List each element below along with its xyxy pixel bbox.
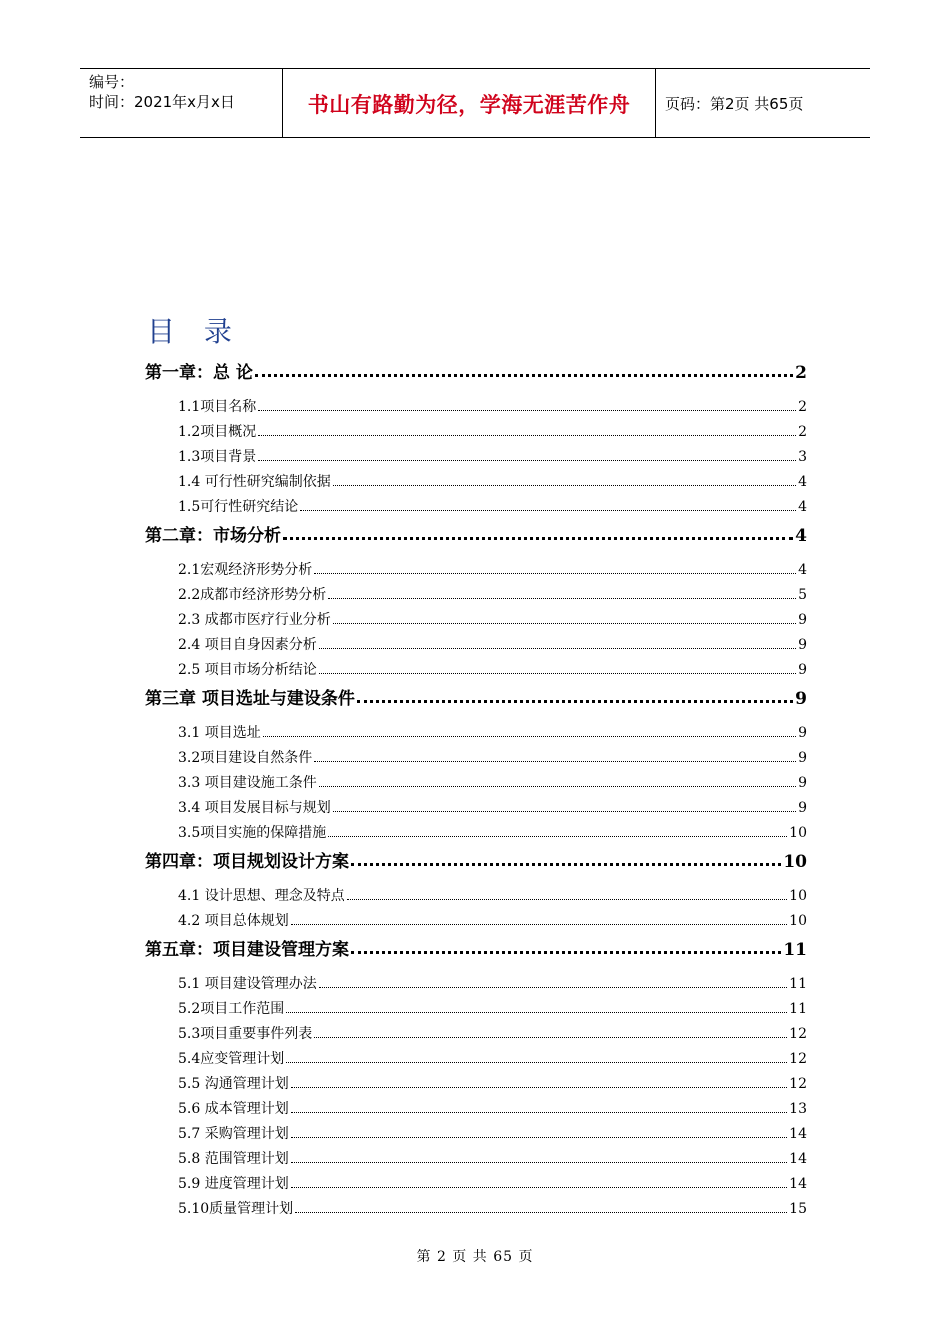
toc-section-entry[interactable] — [178, 1123, 807, 1143]
toc-dot-leader — [314, 761, 796, 762]
document-date-label: 时间：2021年x月x日 — [89, 93, 235, 111]
toc-chapter-entry[interactable] — [145, 358, 807, 383]
toc-entry-page-number: 9 — [798, 800, 807, 816]
toc-section-entry[interactable] — [178, 1098, 807, 1118]
toc-entry-label: 4.2 项目总体规划 — [178, 913, 289, 929]
toc-chapter-entry[interactable] — [145, 847, 807, 872]
toc-section-entry[interactable] — [178, 747, 807, 767]
toc-entry-label: 1.5可行性研究结论 — [178, 499, 299, 515]
toc-dot-leader — [314, 573, 796, 574]
toc-entry-label: 3.1 项目选址 — [178, 725, 261, 741]
toc-section-entry[interactable] — [178, 396, 807, 416]
toc-entry-page-number: 9 — [798, 750, 807, 766]
header-page-info: 页码：第2页 共65页 — [665, 95, 804, 113]
toc-dot-leader — [328, 598, 796, 599]
toc-entry-page-number: 5 — [798, 587, 807, 603]
toc-entry-page-number: 12 — [789, 1026, 807, 1042]
toc-dot-leader — [333, 623, 796, 624]
toc-chapter-entry[interactable] — [145, 935, 807, 960]
toc-entry-label: 2.4 项目自身因素分析 — [178, 637, 317, 653]
toc-dot-leader — [300, 510, 796, 511]
toc-entry-label: 1.3项目背景 — [178, 449, 257, 465]
toc-section-entry[interactable] — [178, 1148, 807, 1168]
toc-entry-label: 第四章：项目规划设计方案 — [145, 852, 349, 872]
toc-dot-leader — [255, 374, 793, 377]
toc-entry-page-number: 4 — [798, 562, 807, 578]
toc-entry-page-number: 11 — [789, 976, 807, 992]
toc-dot-leader — [258, 410, 796, 411]
toc-entry-page-number: 10 — [789, 913, 807, 929]
toc-entry-page-number: 9 — [798, 662, 807, 678]
toc-section-entry[interactable] — [178, 998, 807, 1018]
toc-entry-page-number: 14 — [789, 1176, 807, 1192]
toc-dot-leader — [258, 460, 796, 461]
toc-entry-label: 第一章：总 论 — [145, 363, 253, 383]
toc-entry-label: 5.9 进度管理计划 — [178, 1176, 289, 1192]
toc-entry-page-number: 4 — [798, 474, 807, 490]
toc-entry-label: 5.2项目工作范围 — [178, 1001, 285, 1017]
toc-dot-leader — [319, 987, 787, 988]
toc-section-entry[interactable] — [178, 1198, 807, 1218]
toc-section-entry[interactable] — [178, 797, 807, 817]
toc-entry-page-number: 9 — [798, 775, 807, 791]
toc-entry-page-number: 9 — [798, 612, 807, 628]
toc-entry-page-number: 14 — [789, 1151, 807, 1167]
toc-dot-leader — [283, 537, 793, 540]
toc-entry-page-number: 2 — [795, 363, 807, 383]
toc-entry-page-number: 14 — [789, 1126, 807, 1142]
toc-entry-page-number: 11 — [789, 1001, 807, 1017]
document-number-label: 编号： — [89, 73, 135, 91]
toc-dot-leader — [314, 1037, 787, 1038]
toc-entry-label: 2.3 成都市医疗行业分析 — [178, 612, 331, 628]
toc-entry-page-number: 3 — [798, 449, 807, 465]
toc-section-entry[interactable] — [178, 609, 807, 629]
toc-dot-leader — [351, 951, 781, 954]
toc-entry-label: 3.5项目实施的保障措施 — [178, 825, 327, 841]
toc-dot-leader — [291, 924, 787, 925]
toc-section-entry[interactable] — [178, 584, 807, 604]
toc-dot-leader — [263, 736, 796, 737]
toc-section-entry[interactable] — [178, 1048, 807, 1068]
toc-section-entry[interactable] — [178, 421, 807, 441]
toc-section-entry[interactable] — [178, 722, 807, 742]
toc-entry-label: 5.1 项目建设管理办法 — [178, 976, 317, 992]
toc-dot-leader — [319, 673, 796, 674]
toc-entry-page-number: 9 — [798, 725, 807, 741]
toc-dot-leader — [333, 811, 796, 812]
toc-entry-label: 5.8 范围管理计划 — [178, 1151, 289, 1167]
toc-entry-page-number: 9 — [798, 637, 807, 653]
toc-dot-leader — [291, 1187, 787, 1188]
toc-entry-page-number: 2 — [798, 399, 807, 415]
toc-entry-label: 第五章：项目建设管理方案 — [145, 940, 349, 960]
header-meta — [80, 69, 283, 137]
header-motto-cell — [283, 69, 656, 137]
toc-dot-leader — [295, 1212, 787, 1213]
toc-section-entry[interactable] — [178, 885, 807, 905]
toc-entry-page-number: 4 — [798, 499, 807, 515]
toc-section-entry[interactable] — [178, 1073, 807, 1093]
toc-entry-label: 1.2项目概况 — [178, 424, 257, 440]
toc-entry-page-number: 13 — [789, 1101, 807, 1117]
toc-chapter-entry[interactable] — [145, 684, 807, 709]
toc-dot-leader — [291, 1137, 787, 1138]
toc-entry-page-number: 4 — [795, 526, 807, 546]
toc-dot-leader — [291, 1162, 787, 1163]
toc-entry-label: 1.1项目名称 — [178, 399, 257, 415]
toc-entry-label: 5.6 成本管理计划 — [178, 1101, 289, 1117]
toc-entry-page-number: 12 — [789, 1076, 807, 1092]
toc-section-entry[interactable] — [178, 634, 807, 654]
page-header — [80, 68, 870, 138]
toc-dot-leader — [347, 899, 787, 900]
toc-entry-label: 5.5 沟通管理计划 — [178, 1076, 289, 1092]
toc-section-entry[interactable] — [178, 1173, 807, 1193]
toc-dot-leader — [291, 1087, 787, 1088]
header-page-cell — [656, 69, 870, 137]
toc-entry-page-number: 12 — [789, 1051, 807, 1067]
toc-section-entry[interactable] — [178, 559, 807, 579]
toc-dot-leader — [319, 786, 796, 787]
toc-entry-label: 5.3项目重要事件列表 — [178, 1026, 313, 1042]
toc-entry-label: 4.1 设计思想、理念及特点 — [178, 888, 345, 904]
toc-entry-label: 2.5 项目市场分析结论 — [178, 662, 317, 678]
header-motto: 书山有路勤为径，学海无涯苦作舟 — [307, 93, 631, 117]
toc-dot-leader — [258, 435, 796, 436]
toc-section-entry[interactable] — [178, 446, 807, 466]
toc-section-entry[interactable] — [178, 973, 807, 993]
toc-entry-page-number: 2 — [798, 424, 807, 440]
toc-entry-page-number: 10 — [783, 852, 807, 872]
toc-entry-label: 2.2成都市经济形势分析 — [178, 587, 327, 603]
toc-entry-label: 3.2项目建设自然条件 — [178, 750, 313, 766]
toc-chapter-entry[interactable] — [145, 521, 807, 546]
toc-entry-label: 第二章：市场分析 — [145, 526, 281, 546]
toc-entry-label: 5.7 采购管理计划 — [178, 1126, 289, 1142]
toc-dot-leader — [333, 485, 796, 486]
toc-entry-page-number: 10 — [789, 825, 807, 841]
toc-entry-page-number: 9 — [795, 689, 807, 709]
toc-section-entry[interactable] — [178, 910, 807, 930]
toc-section-entry[interactable] — [178, 471, 807, 491]
toc-dot-leader — [291, 1112, 787, 1113]
toc-entry-label: 2.1宏观经济形势分析 — [178, 562, 313, 578]
toc-entry-label: 1.4 可行性研究编制依据 — [178, 474, 331, 490]
toc-title: 目 录 — [147, 315, 242, 348]
toc-entry-label: 第三章 项目选址与建设条件 — [145, 689, 355, 709]
toc-section-entry[interactable] — [178, 822, 807, 842]
toc-dot-leader — [351, 863, 781, 866]
toc-entry-label: 3.4 项目发展目标与规划 — [178, 800, 331, 816]
toc-dot-leader — [328, 836, 787, 837]
toc-entry-label: 3.3 项目建设施工条件 — [178, 775, 317, 791]
toc-entry-page-number: 15 — [789, 1201, 807, 1217]
toc-entry-page-number: 10 — [789, 888, 807, 904]
toc-section-entry[interactable] — [178, 659, 807, 679]
toc-section-entry[interactable] — [178, 496, 807, 516]
toc-dot-leader — [319, 648, 796, 649]
toc-dot-leader — [357, 700, 793, 703]
page-footer: 第 2 页 共 65 页 — [416, 1249, 534, 1265]
toc-dot-leader — [286, 1062, 787, 1063]
toc-section-entry[interactable] — [178, 1023, 807, 1043]
toc-entry-label: 5.10质量管理计划 — [178, 1201, 294, 1217]
toc-dot-leader — [286, 1012, 787, 1013]
toc-entry-label: 5.4应变管理计划 — [178, 1051, 285, 1067]
toc-entry-page-number: 11 — [783, 940, 807, 960]
toc-section-entry[interactable] — [178, 772, 807, 792]
